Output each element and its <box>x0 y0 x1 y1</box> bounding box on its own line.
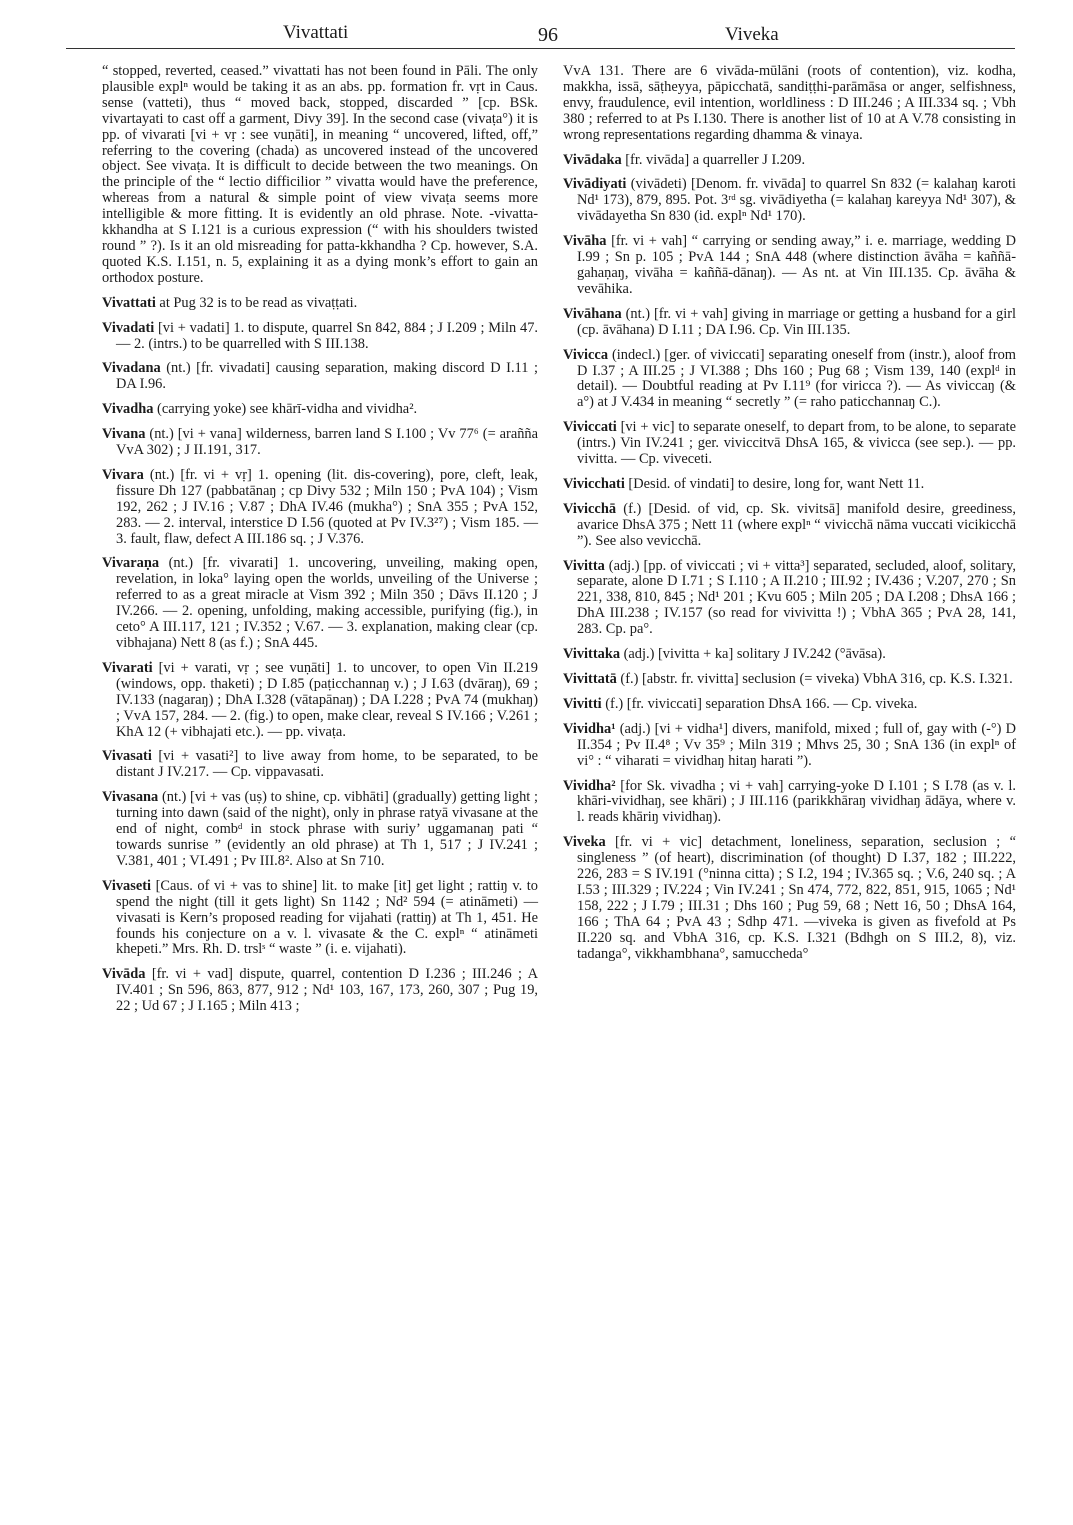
right-column <box>563 64 1016 972</box>
entry-body: at Pug 32 is to be read as vivaṭṭati. <box>155 294 358 311</box>
headword: Vivittaka <box>563 646 621 663</box>
entry-body: (nt.) [fr. vivadati] causing separation, making discord D I.11 ; DA I.96. <box>116 360 538 393</box>
entry-body: [vi + varati, vṛ ; see vuṇāti] 1. to uncover, to open Vin II.219 (windows, opp. thaketi) ; D I.85 (paṭicchannaŋ v.) ; J I.63 (dvāraŋ), 69 ; IV.133 (nagaraŋ) ; DhA I.328 (vātapānaŋ) ; DA I.228 ; PvA 74 (mukhaŋ) ; VvA 157, 284. — 2. (fig.) to open, make clear, reveal S IV.166 ; V.261 ; KhA 12 (+ vibhajati etc.). — pp. vivaṭa. <box>116 659 538 740</box>
entry-body: (nt.) [vi + vas (uṣ) to shine, cp. vibhāti] (gradually) getting light ; turning into dawn (said of the night), only in phrase ratyā vivasane at the end of night, combᵈ in stock phrase with suriy’ uggamanaŋ pati “ towards sunrise ” (evidently an old phrase) at Th 1, 517 ; J IV.241 ; V.381, 401 ; VI.491 ; Pv III.8². Also at Sn 710. <box>116 789 538 869</box>
entry-vivitti <box>563 697 1016 713</box>
entry-vivara <box>102 468 538 548</box>
entry-vivaseti <box>102 879 538 959</box>
entry-body: [for Sk. vivadha ; vi + vah] carrying-yoke D I.101 ; S I.78 (as v. l. khāri-vividhaŋ, see khāri) ; J III.116 (parikkhāraŋ vividhaŋ ādāya, where v. l. reads khāriŋ vividhaŋ). <box>577 777 1016 826</box>
headword: Viveka <box>563 834 606 851</box>
entry-body: (nt.) [fr. vivarati] 1. uncovering, unveiling, making open, revelation, in loka° laying open the worlds, unveiling of the Universe ; referred to as a great miracle at Vism 392 ; Miln 350 ; Dāvs II.120 ; J IV.266. — 2. opening, unfolding, making accessible, purifying (fig.), in ceto° A III.117, 121 ; IV.352 ; V.67. — 3. explanation, making clear (cp. vibhajana) Nett 8 (as f.) ; SnA 445. <box>116 555 538 651</box>
entry-body: (adj.) [pp. of viviccati ; vi + vitta³] separated, secluded, aloof, solitary, separate, alone D I.71 ; S I.110 ; A II.210 ; III.92 ; IV.436 ; V.207, 270 ; Sn 221, 338, 810, 845 ; Nd¹ 201 ; Kvu 605 ; Miln 205 ; DA I.208 ; DhsA 166 ; DhA III.238 ; IV.157 (so read for vivivitta !) ; VbhA 365 ; PvA 28, 141, 283. Cp. pa°. <box>577 557 1016 638</box>
entry-vivadana <box>102 361 538 393</box>
entry-body: (nt.) [vi + vana] wilderness, barren land S I.100 ; Vv 77⁶ (= arañña VvA 302) ; J II.191, 317. <box>116 426 538 459</box>
page-number: 96 <box>538 24 558 46</box>
entry-body: [vi + vadati] 1. to dispute, quarrel Sn 842, 884 ; J I.209 ; Miln 47. — 2. (intrs.) to be quarrelled with S III.138. <box>116 319 538 352</box>
headword: Vivādiyati <box>563 176 627 193</box>
entry-vivana <box>102 427 538 459</box>
entry-viveka <box>563 835 1016 962</box>
entry-viviccati <box>563 420 1016 468</box>
entry-body: [fr. vi + vic] detachment, loneliness, separation, seclusion ; “ singleness ” (of heart), discrimination (of thought) D I.37, 182 ; III.222, 226, 283 = S IV.191 (°ninna citta) ; S I.2, 194 ; IV.365 sq. ; V.6, 240 sq. ; A I.53 ; III.329 ; IV.224 ; Vin IV.241 ; Sn 474, 772, 822, 851, 915, 1065 ; Nd¹ 158, 222 ; J I.79 ; III.31 ; Dhs 160 ; Pug 59, 68 ; Nett 16, 50 ; DhsA 164, 166 ; ThA 64 ; PvA 43 ; Sdhp 471. —viveka is given as fivefold at Ps II.220 sq. and VbhA 316, cp. K.S. I.321 (Bdhgh on S III.2, 8), viz. tadanga°, vikkhambhana°, samuccheda° <box>577 834 1016 962</box>
headword: Vivaseti <box>102 877 152 894</box>
entry-body: [Desid. of vindati] to desire, long for, want Nett 11. <box>624 475 925 492</box>
headword: Vivasana <box>102 789 159 806</box>
entry-vivattati <box>102 296 538 312</box>
entry-vividha <box>563 722 1016 770</box>
headword: Vivadati <box>102 319 155 336</box>
headword: Vivittatā <box>563 671 617 687</box>
left-column <box>102 64 538 1024</box>
entry-viviccha <box>563 502 1016 550</box>
headword: Vivāha <box>563 233 607 250</box>
entry-body: (nt.) [fr. vi + vṛ] 1. opening (lit. dis-covering), pore, cleft, leak, fissure Dh 127 (pabbatānaŋ ; cp Divy 532 ; Miln 150 ; PvA 104) ; Vism 192, 262 ; J IV.16 ; V.87 ; DhA IV.46 (mukha°) ; SnA 355 ; PvA 152, 283. — 2. interval, interstice D I.56 (quoted at Pv IV.3²⁷) ; Vism 185. — 3. fault, flaw, defect A III.186 sq. ; J V.376. <box>116 466 538 547</box>
headword: Vivādaka <box>563 151 622 168</box>
entry-body: [vi + vasati²] to live away from home, to be separated, to be distant J IV.217. — Cp. vippavasati. <box>116 748 538 781</box>
entry-continuation <box>563 64 1016 144</box>
headword: Vivadha <box>102 401 154 418</box>
headword: Vivara <box>102 466 144 483</box>
entry-vivasati <box>102 749 538 781</box>
entry-vivicchati <box>563 477 1016 493</box>
headword: Vivana <box>102 426 146 443</box>
entry-vivada <box>102 967 538 1015</box>
entry-body: (adj.) [vi + vidha¹] divers, manifold, mixed ; full of, gay with (-°) D II.354 ; Pv II.4⁸ ; Vv 35⁹ ; Miln 319 ; Mhvs 25, 30 ; SnA 136 (in explⁿ of vi° : “ viharati = vividhaŋ hitaŋ harati ”). <box>577 720 1016 769</box>
entry-body: (f.) [fr. viviccati] separation DhsA 166. — Cp. viveka. <box>601 695 918 712</box>
headword: Vivaraṇa <box>102 555 160 572</box>
headword: Vivadana <box>102 360 161 377</box>
headword: Vivitti <box>563 695 602 712</box>
entry-vivadati <box>102 321 538 353</box>
headword: Vividha¹ <box>563 720 616 737</box>
headword: Vivāda <box>102 966 146 983</box>
entry-body: (f.) [abstr. fr. vivitta] seclusion (= viveka) VbhA 316, cp. K.S. I.321. <box>616 671 1013 687</box>
entry-vivittaka <box>563 647 1016 663</box>
entry-vivarati <box>102 661 538 741</box>
entry-body: [vi + vic] to separate oneself, to depart from, to be alone, to separate (intrs.) Vin IV.241 ; ger. viviccitvā DhsA 165, & vivicca (see sep.). — pp. vivitta. — Cp. viveceti. <box>577 419 1016 468</box>
entry-vivicca <box>563 348 1016 412</box>
entry-vivadha <box>102 402 538 418</box>
entry-body: [fr. vivāda] a quarreller J I.209. <box>621 151 806 168</box>
headword: Vivicchā <box>563 500 617 517</box>
headword: Vivicchati <box>563 475 625 492</box>
headword: Vivicca <box>563 346 609 363</box>
entry-vivittata <box>563 672 1016 688</box>
headword: Vivitta <box>563 557 605 574</box>
entry-vivasana <box>102 790 538 870</box>
entry-body: (carrying yoke) see khārī-vidha and vividha². <box>153 401 418 418</box>
entry-body: (nt.) [fr. vi + vah] giving in marriage or getting a husband for a girl (cp. āvāhana) D I.11 ; DA I.96. Cp. Vin III.135. <box>577 305 1016 338</box>
entry-body: (indecl.) [ger. of viviccati] separating oneself from (instr.), aloof from D I.37 ; A III.25 ; J VI.388 ; Dhs 160 ; Pug 68 ; Vism 139, 140 (explᵈ in detail). — Doubtful reading at Pv I.11⁹ (for viricca ?). — As viviccaŋ (& a°) at J V.434 in meaning “ secretly ” (= raho paticchannaŋ C.). <box>577 346 1016 411</box>
entry-body: VvA 131. There are 6 vivāda-mūlāni (roots of contention), viz. kodha, makkha, issā, sāṭheyya, pāpicchatā, sandiṭṭhi-parāmāsa or anger, selfishness, envy, fraudulence, evil intention, worldliness : D III.246 ; A III.334 sq. ; Vbh 380 ; referred to at Ps I.130. There is another list of 10 at A V.78 consisting in wrong representations regarding dhamma & vinaya. <box>563 63 1016 143</box>
page-header <box>60 18 1013 50</box>
entry-body: (f.) [Desid. of vid, cp. Sk. vivitsā] manifold desire, greediness, avarice DhsA 375 ; Nett 11 (where explⁿ “ vivicchā nāma vuccati vicikicchā ”). See also vevicchā. <box>577 500 1016 549</box>
entry-continuation <box>102 64 538 287</box>
entry-body: [fr. vi + vah] “ carrying or sending away,” i. e. marriage, wedding D I.99 ; Sn p. 105 ; PvA 144 ; SnA 448 (where distinction āvāha = kaññā-gahaṇaŋ, vivāha = kaññā-dānaŋ). — As nt. at Vin III.135. Cp. āvāha & vevāhika. <box>577 233 1016 297</box>
entry-vivitta <box>563 559 1016 639</box>
entry-body: “ stopped, reverted, ceased.” vivattati has not been found in Pāli. The only plausible explⁿ would be taking it as an abs. pp. formation fr. vṛt in Caus. sense (vatteti), thus “ moved back, stopped, discarded ” [cp. BSk. vivartayati to cast off a garment, Divy 39]. In the second case (vivaṭa°) it is pp. of vivarati [vi + vṛ : see vuṇāti], in meaning “ uncovered, lifted, off,” referring to the covering (chada) as uncovered instead of the uncovered object. See vivaṭa. It is difficult to decide between the two meanings. On the principle of the “ lectio difficilior ” vivatta would have the preference, whereas from a natural & simple point of view vivaṭa seems more intelligible & more fitting. It is evidently an old phrase. Note. -vivatta-kkhandha at S I.121 is a curious expression (“ with his shoulders twisted round ” ?). Is it an old misreading for patta-kkhandha ? Cp. however, S.A. quoted K.S. I.151, n. 5, explaining it as a dying monk’s effort to gain an orthodox posture. <box>102 63 538 286</box>
entry-vivaha <box>563 234 1016 298</box>
entry-vivadiyati <box>563 177 1016 225</box>
headword: Vividha² <box>563 777 616 794</box>
entry-body: [fr. vi + vad] dispute, quarrel, contention D I.236 ; III.246 ; A IV.401 ; Sn 596, 863, 877, 912 ; Nd¹ 103, 167, 173, 260, 307 ; Pug 19, 22 ; Ud 67 ; J I.165 ; Miln 413 ; <box>116 966 538 1015</box>
entry-body: (adj.) [vivitta + ka] solitary J IV.242 (°āvāsa). <box>620 646 886 663</box>
running-head-right: Viveka <box>725 24 779 45</box>
headword: Vivattati <box>102 294 156 311</box>
headword: Viviccati <box>563 419 617 436</box>
headword: Vivarati <box>102 659 153 676</box>
running-head-left: Vivattati <box>283 22 349 43</box>
headword: Vivasati <box>102 748 152 765</box>
header-rule <box>66 48 1015 49</box>
entry-vivadaka <box>563 153 1016 169</box>
entry-vivarana <box>102 556 538 651</box>
entry-body: [Caus. of vi + vas to shine] lit. to make [it] get light ; rattiŋ v. to spend the night (till it gets light) Sn 1142 ; Nd² 594 (= atināmeti) — vivasati is Kern’s proposed reading for vijahati (rattiŋ) at Th 1, 451. He founds his conjecture on a v. l. vivasate & the C. explⁿ “ atināmeti khepeti.” Mrs. Rh. D. trslˢ “ waste ” (i. e. vijahati). <box>116 877 538 958</box>
entry-body: (vivādeti) [Denom. fr. vivāda] to quarrel Sn 832 (= kalahaŋ karoti Nd¹ 173), 879, 895. Pot. 3ʳᵈ sg. vivādiyetha (= kalahaŋ kareyya Nd¹ 307), & vivādayetha Sn 830 (id. explⁿ Nd¹ 170). <box>577 176 1016 225</box>
entry-vividha <box>563 779 1016 827</box>
entry-vivahana <box>563 307 1016 339</box>
headword: Vivāhana <box>563 305 622 322</box>
